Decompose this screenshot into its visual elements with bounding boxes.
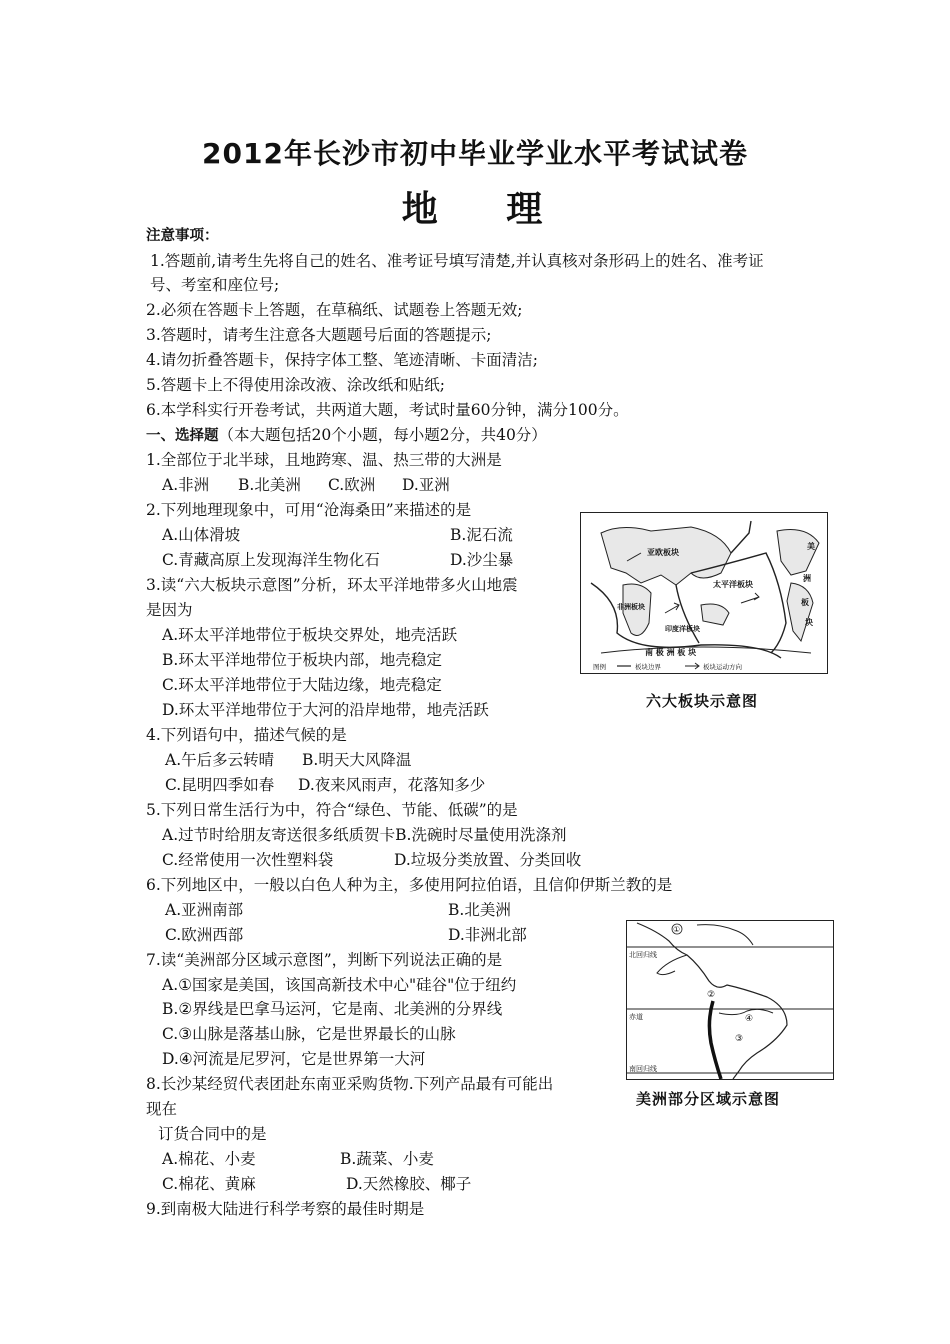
- option: D.亚洲: [402, 476, 450, 494]
- subject-title: 地 理: [401, 189, 571, 230]
- label-equator: 赤道: [629, 1013, 643, 1021]
- plate-map-graphic: [581, 513, 827, 673]
- question-stem: 4.下列语句中，描述气候的是: [146, 726, 347, 744]
- question-stem: 1.全部位于北半球，且地跨寒、温、热三带的大洲是: [146, 451, 502, 469]
- notice-item: 5.答题卡上不得使用涂改液、涂改纸和贴纸;: [146, 376, 446, 394]
- option: C.青藏高原上发现海洋生物化石: [162, 551, 380, 569]
- option: B.蔬菜、小麦: [340, 1150, 434, 1168]
- option: C.③山脉是落基山脉，它是世界最长的山脉: [162, 1025, 456, 1043]
- question-stem: 7.读“美洲部分区域示意图”，判断下列说法正确的是: [146, 951, 503, 969]
- option: D.环太平洋地带位于大河的沿岸地带，地壳活跃: [162, 701, 489, 719]
- legend-direction: 板块运动方向: [703, 663, 742, 671]
- plate-map-caption: 六大板块示意图: [646, 692, 759, 710]
- option: B.明天大风降温: [302, 751, 412, 769]
- exam-title: 2012年长沙市初中毕业学业水平考试试卷: [202, 137, 748, 170]
- section-heading: [146, 425, 547, 446]
- label-america: 美: [807, 542, 815, 551]
- section-note: （本大题包括20个小题，每小题2分，共40分）: [218, 426, 547, 444]
- notice-item: 1.答题前,请考生先将自己的姓名、准考证号填写清楚,并认真核对条形码上的姓名、准考证: [150, 252, 764, 270]
- legend-boundary: 板块边界: [635, 663, 661, 671]
- option: B.②界线是巴拿马运河，它是南、北美洲的分界线: [162, 1000, 503, 1018]
- notice-heading: 注意事项：: [146, 228, 219, 244]
- option: D.夜来风雨声，花落知多少: [298, 776, 486, 794]
- label-tropic-south: 南回归线: [629, 1065, 657, 1073]
- question-stem: 8.长沙某经贸代表团赴东南亚采购货物.下列产品最有可能出: [146, 1075, 554, 1093]
- marker-4: ④: [745, 1014, 754, 1024]
- question-stem: 3.读“六大板块示意图”分析，环太平洋地带多火山地震: [146, 576, 518, 594]
- label-indian: 印度洋板块: [665, 625, 700, 633]
- notice-item: 4.请勿折叠答题卡，保持字体工整、笔迹清晰、卡面清洁;: [146, 351, 539, 369]
- option: B.泥石流: [450, 526, 513, 544]
- label-africa: 非洲板块: [617, 603, 645, 611]
- plate-boundary: [731, 521, 751, 553]
- north-america-land: [777, 530, 819, 576]
- option: A.过节时给朋友寄送很多纸质贺卡B.洗碗时尽量使用洗涤剂: [162, 826, 567, 844]
- option: D.非洲北部: [448, 926, 527, 944]
- motion-arrow-icon: [665, 603, 679, 613]
- question-stem: 订货合同中的是: [158, 1125, 267, 1143]
- option: A.亚洲南部: [165, 901, 244, 919]
- marker-3: ③: [735, 1034, 744, 1044]
- marker-1: ①: [673, 925, 681, 934]
- label-pacific: 太平洋板块: [713, 580, 753, 589]
- option: A.棉花、小麦: [162, 1150, 256, 1168]
- option: D.垃圾分类放置、分类回收: [394, 851, 582, 869]
- option: D.天然橡胶、椰子: [346, 1175, 472, 1193]
- label-america: 洲: [803, 574, 811, 583]
- option: A.午后多云转晴: [165, 751, 275, 769]
- notice-item: 2.必须在答题卡上答题，在草稿纸、试题卷上答题无效;: [146, 301, 523, 319]
- gulf-coast: [657, 955, 687, 975]
- plate-map: [580, 512, 828, 674]
- label-antarctic: 南 极 洲 板 块: [645, 648, 697, 657]
- question-stem: 6.下列地区中，一般以白色人种为主，多使用阿拉伯语，且信仰伊斯兰教的是: [146, 876, 673, 894]
- question-stem: 是因为: [146, 601, 193, 619]
- option: A.①国家是美国，该国高新技术中心"硅谷"位于纽约: [162, 976, 517, 994]
- notice-item: 3.答题时，请考生注意各大题题号后面的答题提示;: [146, 326, 492, 344]
- plate-boundary: [676, 585, 699, 643]
- question-stem: 2.下列地理现象中，可用“沧海桑田”来描述的是: [146, 501, 472, 519]
- america-map-graphic: [627, 921, 833, 1079]
- notice-item: 号、考室和座位号;: [150, 276, 280, 294]
- option: C.欧洲: [328, 476, 376, 494]
- question-stem: 5.下列日常生活行为中，符合“绿色、节能、低碳”的是: [146, 801, 518, 819]
- option: B.环太平洋地带位于板块内部，地壳稳定: [162, 651, 442, 669]
- marker-2: ②: [707, 990, 716, 1000]
- south-america-land: [787, 583, 813, 641]
- option: A.非洲: [162, 476, 210, 494]
- option: C.昆明四季如春: [165, 776, 275, 794]
- label-america: 块: [805, 618, 813, 627]
- motion-arrow-icon: [741, 593, 759, 603]
- question-stem: 9.到南极大陆进行科学考察的最佳时期是: [146, 1200, 425, 1218]
- america-map: [626, 920, 834, 1080]
- legend-prefix: 图例: [593, 663, 606, 671]
- option: C.欧洲西部: [165, 926, 244, 944]
- notice-item: 6.本学科实行开卷考试，共两道大题，考试时量60分钟，满分100分。: [146, 401, 629, 419]
- label-eurasia: 亚欧板块: [647, 548, 679, 557]
- option: D.④河流是尼罗河，它是世界第一大河: [162, 1050, 426, 1068]
- legend-arrow-icon: [685, 663, 699, 669]
- plate-boundary: [591, 583, 781, 658]
- option: A.环太平洋地带位于板块交界处，地壳活跃: [162, 626, 458, 644]
- label-tropic-north: 北回归线: [629, 951, 657, 959]
- label-america: 板: [801, 598, 809, 607]
- option: C.经常使用一次性塑料袋: [162, 851, 334, 869]
- option: D.沙尘暴: [450, 551, 514, 569]
- america-map-caption: 美洲部分区域示意图: [636, 1090, 781, 1108]
- coastline-north: [697, 925, 753, 945]
- option: B.北美洲: [448, 901, 511, 919]
- option: B.北美洲: [238, 476, 301, 494]
- antarctica-coast: [601, 647, 811, 653]
- option: C.棉花、黄麻: [162, 1175, 256, 1193]
- australia-land: [701, 604, 729, 625]
- question-stem: 现在: [146, 1100, 178, 1118]
- option: C.环太平洋地带位于大陆边缘，地壳稳定: [162, 676, 442, 694]
- option: A.山体滑坡: [162, 526, 241, 544]
- section-label: 一、选择题: [146, 428, 219, 444]
